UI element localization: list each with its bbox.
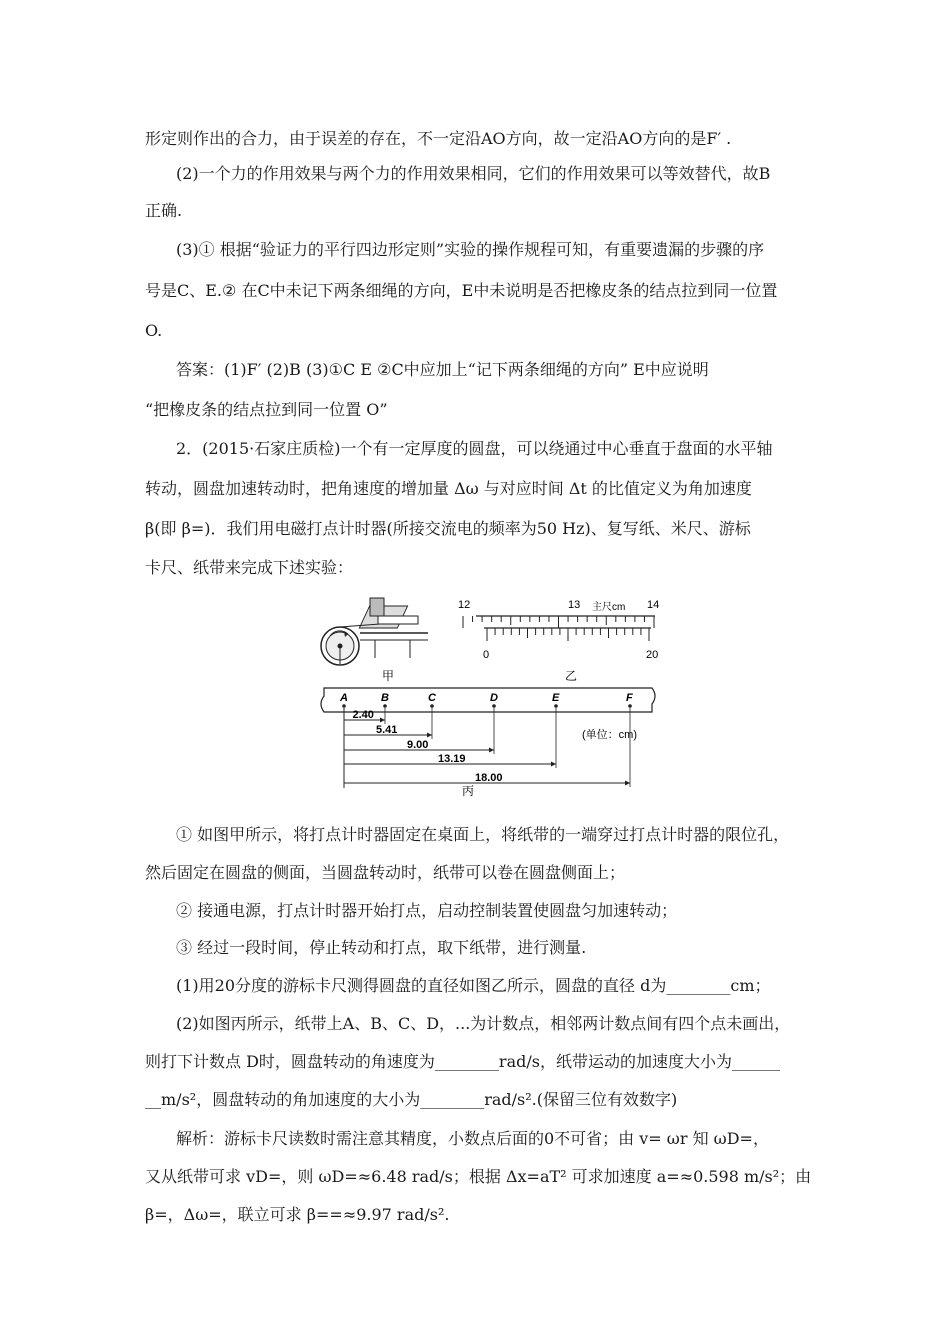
dimension-label: 5.41 (376, 724, 398, 736)
tape-dot (628, 704, 632, 708)
vernier-scale-ticks (487, 628, 649, 641)
tape-dot (430, 704, 434, 708)
solution-line: 又从纸带可求 vD=，则 ωD=≈6.48 rad/s；根据 Δx=aT² 可求加速度 a=≈0.598 m/s²；由 (145, 1167, 812, 1186)
question-line: (2)如图丙所示，纸带上A、B、C、D，...为计数点，相邻两计数点间有四个点未画出， (176, 1014, 791, 1033)
paragraph-line: O. (145, 321, 163, 340)
tape-dot (554, 704, 558, 708)
step-line: ③ 经过一段时间，停止转动和打点，取下纸带，进行测量. (176, 938, 587, 957)
solution-line: 解析：游标卡尺读数时需注意其精度，小数点后面的0不可省；由 v= ωr 知 ωD=， (176, 1129, 769, 1148)
tape-point-label: E (552, 692, 560, 704)
timer-disc-diagram (321, 598, 428, 683)
tape-point-label: B (381, 692, 389, 704)
main-scale-13: 13 (568, 599, 581, 611)
label-yi: 乙 (565, 669, 578, 683)
question-line: 2．(2015·石家庄质检)一个有一定厚度的圆盘，可以绕通过中心垂直于盘面的水平轴 (176, 439, 773, 458)
paper-tape-diagram (321, 688, 655, 798)
paragraph-line: 号是C、E.② 在C中未记下两条细绳的方向，E中未说明是否把橡皮条的结点拉到同一位置 (145, 281, 778, 300)
paragraph-line: (2)一个力的作用效果与两个力的作用效果相同，它们的作用效果可以等效替代，故B (176, 164, 771, 183)
dimension-label: 9.00 (407, 739, 429, 751)
tape-point-label: D (490, 692, 498, 704)
main-scale-ticks (463, 616, 654, 628)
dimension-arrow (427, 733, 432, 738)
step-line: ② 接通电源，打点计时器开始打点，启动控制装置使圆盘匀加速转动； (176, 901, 678, 920)
paragraph-line: 形定则作出的合力，由于误差的存在，不一定沿AO方向，故一定沿AO方向的是F′ . (145, 129, 732, 148)
question-line: 卡尺、纸带来完成下述实验： (145, 558, 354, 577)
question-line: 转动，圆盘加速转动时，把角速度的增加量 Δω 与对应时间 Δt 的比值定义为角加速度 (145, 479, 752, 498)
question-line: (1)用20分度的游标卡尺测得圆盘的直径如图乙所示，圆盘的直径 d为________cm； (176, 976, 771, 995)
label-bing: 丙 (462, 784, 475, 798)
vernier-20: 20 (646, 649, 659, 661)
dimension-label: 2.40 (352, 709, 374, 721)
tape-dot (492, 704, 496, 708)
unit-note: (单位：cm) (582, 729, 637, 741)
paragraph-line: 正确. (145, 201, 183, 220)
tape-point-label: C (428, 692, 436, 704)
tape-dot (383, 704, 387, 708)
main-scale-unit: 主尺cm (592, 602, 626, 613)
dimension-label: 13.19 (438, 753, 466, 765)
main-scale-12: 12 (458, 599, 471, 611)
paragraph-line: (3)① 根据“验证力的平行四边形定则”实验的操作规程可知，有重要遗漏的步骤的序 (176, 240, 765, 259)
experiment-figure (300, 588, 670, 803)
answer-line: “把橡皮条的结点拉到同一位置 O” (145, 400, 388, 419)
tape-point-label: A (340, 692, 348, 704)
label-jia: 甲 (382, 669, 395, 683)
tape-point-label: F (626, 692, 633, 704)
solution-line: β=，Δω=，联立可求 β==≈9.97 rad/s². (145, 1205, 450, 1224)
dimension-arrow (380, 718, 385, 723)
dimension-arrow (625, 781, 630, 786)
step-line: ① 如图甲所示，将打点计时器固定在桌面上，将纸带的一端穿过打点计时器的限位孔， (176, 825, 790, 844)
question-line: 则打下计数点 D时，圆盘转动的角速度为________rad/s，纸带运动的加速度大小为______ (145, 1052, 780, 1071)
vernier-caliper-diagram (458, 599, 659, 683)
answer-line: 答案：(1)F′ (2)B (3)①C E ②C中应加上“记下两条细绳的方向” E中应说明 (176, 360, 709, 379)
dimension-label: 18.00 (475, 772, 503, 784)
dimension-arrow (489, 748, 494, 753)
dimension-arrow (551, 762, 556, 767)
vernier-0: 0 (483, 649, 490, 661)
main-scale-14: 14 (647, 599, 660, 611)
question-line: β(即 β=)．我们用电磁打点计时器(所接交流电的频率为50 Hz)、复写纸、米尺、游标 (145, 519, 751, 538)
question-line: __m/s²，圆盘转动的角加速度的大小为________rad/s².(保留三位有效数字) (145, 1090, 678, 1109)
step-line: 然后固定在圆盘的侧面，当圆盘转动时，纸带可以卷在圆盘侧面上； (145, 863, 626, 882)
tape-dimensions (344, 708, 630, 788)
tape-dot (342, 704, 346, 708)
